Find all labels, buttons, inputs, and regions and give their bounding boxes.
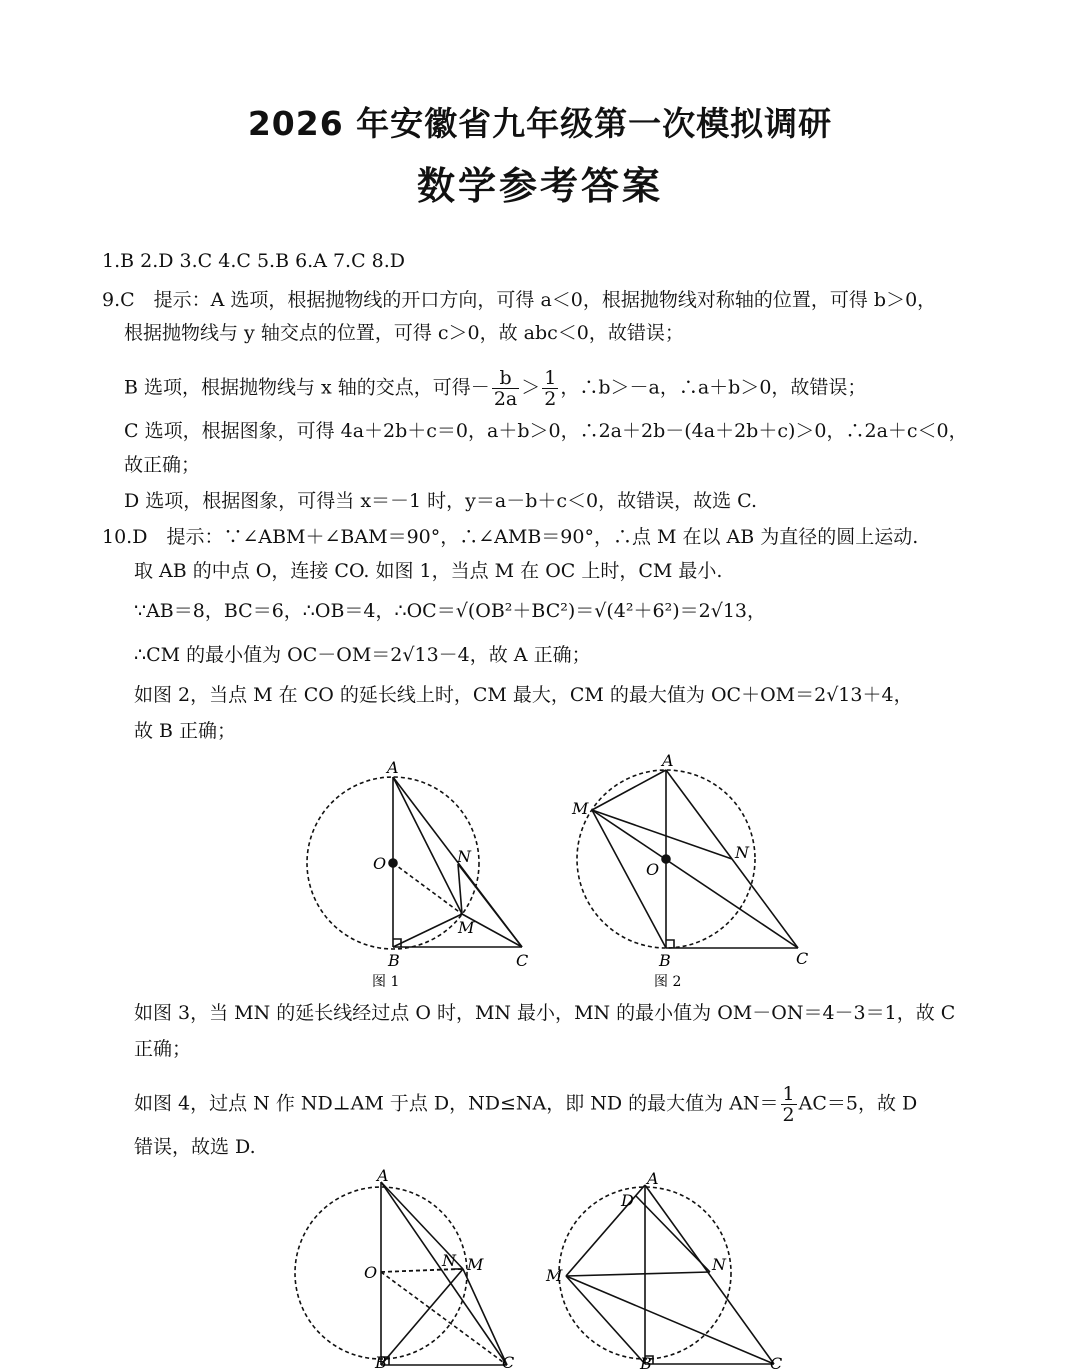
q9-line-1: 9.C 提示：A 选项，根据抛物线的开口方向，可得 a＜0，根据抛物线对称轴的位置，可得 b＞0， bbox=[102, 289, 937, 311]
q9-line-4: C 选项，根据图象，可得 4a＋2b＋c＝0，a＋b＞0，∴2a＋2b－(4a＋2b＋c)＞0，∴2a＋c＜0， bbox=[124, 420, 968, 442]
label-A: A bbox=[647, 1169, 659, 1188]
label-M: M bbox=[546, 1266, 563, 1285]
q10-line-8: 正确； bbox=[134, 1038, 192, 1060]
label-N: N bbox=[442, 1251, 456, 1270]
center-point-O bbox=[389, 859, 397, 867]
q10-line-3: ∵AB＝8，BC＝6，∴OB＝4，∴OC＝√(OB²＋BC²)＝√(4²＋6²)＝2√13， bbox=[134, 600, 766, 622]
label-A: A bbox=[377, 1168, 389, 1185]
fraction-denominator: 2 bbox=[782, 1104, 795, 1126]
figure-1 bbox=[307, 777, 522, 949]
q10-line-1: 10.D 提示：∵∠ABM＋∠BAM＝90°，∴∠AMB＝90°，∴点 M 在以 AB 为直径的圆上运动. bbox=[102, 526, 919, 548]
label-D: D bbox=[621, 1191, 634, 1210]
figures-1-2 bbox=[290, 752, 830, 992]
q9-line-5: 故正确； bbox=[124, 454, 201, 476]
label-B: B bbox=[640, 1354, 652, 1370]
label-N: N bbox=[735, 843, 749, 862]
segment-MN bbox=[592, 810, 732, 859]
q9-line-2: 根据抛物线与 y 轴交点的位置，可得 c＞0，故 abc＜0，故错误； bbox=[124, 322, 684, 344]
q10-line-10: 错误，故选 D. bbox=[134, 1136, 256, 1158]
label-A: A bbox=[662, 752, 674, 770]
label-M: M bbox=[467, 1255, 484, 1274]
q10-line-6: 故 B 正确； bbox=[134, 720, 237, 742]
q10-line-5: 如图 2，当点 M 在 CO 的延长线上时，CM 最大，CM 的最大值为 OC＋OM＝2√13＋4， bbox=[134, 684, 913, 706]
segment-OM-dashed bbox=[393, 863, 462, 914]
figure-2 bbox=[577, 770, 798, 948]
fraction-b-over-2a bbox=[492, 368, 519, 409]
label-C: C bbox=[770, 1354, 783, 1370]
fraction-numerator: 1 bbox=[544, 367, 557, 389]
segment-DN bbox=[636, 1196, 710, 1272]
fraction-numerator: 1 bbox=[782, 1083, 795, 1105]
label-N: N bbox=[712, 1255, 726, 1274]
label-M: M bbox=[572, 799, 589, 818]
label-B: B bbox=[375, 1353, 387, 1370]
segment-MB bbox=[566, 1276, 645, 1364]
segment-AM bbox=[393, 777, 462, 914]
q9-line-6: D 选项，根据图象，可得当 x＝－1 时，y＝a－b＋c＜0，故错误，故选 C. bbox=[124, 490, 758, 512]
q10-line-4: ∴CM 的最小值为 OC－OM＝2√13－4，故 A 正确； bbox=[134, 644, 591, 666]
label-C: C bbox=[502, 1353, 515, 1370]
q9-line-3-pre: B 选项，根据抛物线与 x 轴的交点，可得－ bbox=[124, 376, 490, 399]
answers-line: 1.B 2.D 3.C 4.C 5.B 6.A 7.C 8.D bbox=[102, 250, 406, 272]
fraction-one-half bbox=[781, 1084, 797, 1125]
segment-MC bbox=[463, 1269, 507, 1365]
label-B: B bbox=[659, 951, 671, 970]
q10-line-9-pre: 如图 4，过点 N 作 ND⊥AM 于点 D，ND≤NA，即 ND 的最大值为 AN＝ bbox=[134, 1092, 779, 1115]
q9-line-3 bbox=[124, 368, 866, 409]
fraction-denominator: 2a bbox=[493, 388, 518, 410]
q9-line-3-post: ，∴b＞－a，∴a＋b＞0，故错误； bbox=[560, 376, 867, 399]
figures-3-4 bbox=[290, 1168, 820, 1370]
q10-line-2: 取 AB 的中点 O，连接 CO. 如图 1，当点 M 在 OC 上时，CM 最小. bbox=[134, 560, 723, 582]
fraction-numerator: b bbox=[492, 368, 519, 389]
label-O: O bbox=[646, 860, 660, 879]
segment-MB bbox=[592, 810, 666, 948]
right-angle-mark bbox=[666, 940, 674, 948]
label-M: M bbox=[458, 918, 475, 937]
label-C: C bbox=[796, 949, 809, 968]
q10-line-7: 如图 3，当 MN 的延长线经过点 O 时，MN 最小，MN 的最小值为 OM－ON＝4－3＝1，故 C bbox=[134, 1002, 956, 1024]
figure-1-caption: 图 1 bbox=[372, 974, 400, 990]
segment-MA bbox=[592, 770, 666, 810]
page-subtitle: 数学参考答案 bbox=[416, 164, 663, 208]
q9-line-3-gt: ＞ bbox=[521, 376, 541, 399]
fraction-one-half bbox=[542, 368, 558, 409]
label-C: C bbox=[516, 951, 529, 970]
fraction-denominator: 2 bbox=[544, 388, 557, 410]
center-point-O bbox=[662, 855, 670, 863]
label-O: O bbox=[364, 1263, 378, 1282]
segment-OC-dashed bbox=[381, 1272, 507, 1365]
label-N: N bbox=[457, 847, 471, 866]
figure-2-caption: 图 2 bbox=[654, 974, 682, 990]
label-B: B bbox=[388, 951, 400, 970]
label-O: O bbox=[373, 854, 387, 873]
figure-4 bbox=[559, 1185, 774, 1364]
segment-MC bbox=[592, 810, 798, 948]
segment-MN bbox=[566, 1272, 710, 1276]
segment-AC bbox=[381, 1182, 507, 1365]
label-A: A bbox=[387, 758, 399, 777]
page-title: 2026 年安徽省九年级第一次模拟调研 bbox=[247, 104, 833, 143]
q10-line-9-post: AC＝5，故 D bbox=[798, 1092, 918, 1115]
segment-BM bbox=[381, 1269, 463, 1365]
q10-line-9 bbox=[134, 1084, 917, 1125]
